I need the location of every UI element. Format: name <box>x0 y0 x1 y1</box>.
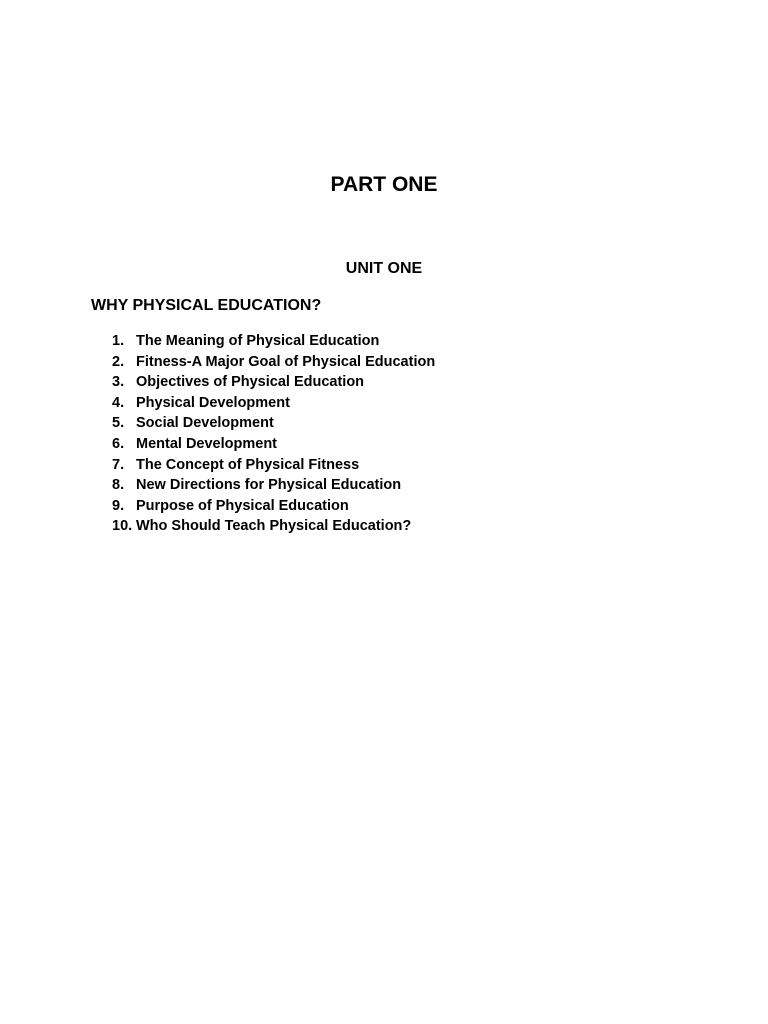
list-item-text: Social Development <box>136 415 274 432</box>
section-heading: WHY PHYSICAL EDUCATION? <box>91 297 322 314</box>
list-item-text: The Meaning of Physical Education <box>136 333 380 349</box>
list-item-number: 1. <box>112 333 125 349</box>
list-item-text: Fitness-A Major Goal of Physical Education <box>136 353 436 370</box>
list-item-number: 4. <box>112 394 125 411</box>
list-item-number: 7. <box>112 456 125 473</box>
list-item-text: The Concept of Physical Fitness <box>136 456 360 473</box>
list-item-number: 5. <box>112 415 125 432</box>
unit-title: UNIT ONE <box>345 260 423 277</box>
list-item-number: 9. <box>112 497 125 514</box>
list-item-number: 10. <box>112 518 133 535</box>
list-item-number: 6. <box>112 435 125 452</box>
part-title: PART ONE <box>330 173 438 196</box>
list-item-text: Mental Development <box>136 435 277 452</box>
list-item-text: Physical Development <box>136 394 290 411</box>
list-item-number: 8. <box>112 477 125 494</box>
list-item-text: Objectives of Physical Education <box>136 374 365 391</box>
list-item-number: 2. <box>112 353 125 370</box>
list-item-number: 3. <box>112 374 125 391</box>
list-item-text: New Directions for Physical Education <box>136 477 402 494</box>
list-item-text: Who Should Teach Physical Education? <box>136 518 412 535</box>
list-item-text: Purpose of Physical Education <box>136 497 349 514</box>
